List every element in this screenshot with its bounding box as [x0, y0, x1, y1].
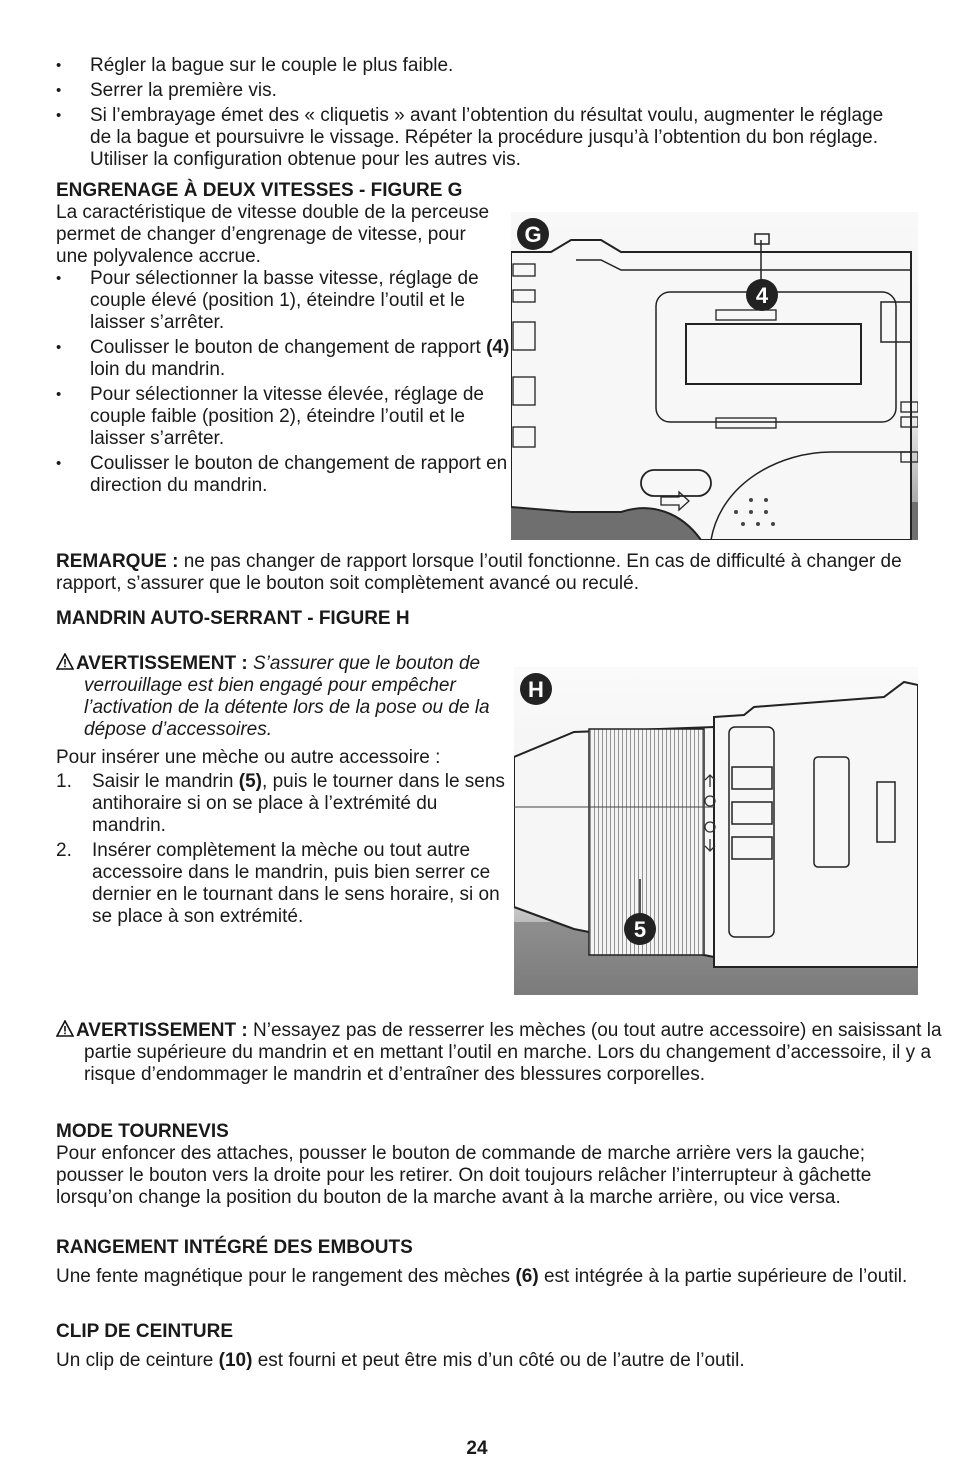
warning-text: N’essayez pas de resserrer les mèches (ou tout autre accessoire) en saisissant la partie supérieure du mandrin et en mettant l’outil en marche. Lors du changement d’accessoire, il y a risque d’endommager le mandrin et d’entraîner des blessures corporelles.	[84, 1020, 942, 1085]
screwdriver-paragraph: Pour enfoncer des attaches, pousser le bouton de commande de marche arrière vers la gauche; pousser le bouton vers la droite pour les retirer. On doit toujours relâcher l’interrupteur à gâchette lorsqu’on change la position du bouton de la marche avant à la marche arrière, ou vice versa.	[56, 1143, 872, 1208]
speed-bullet-list	[56, 268, 511, 497]
note-paragraph	[56, 551, 916, 595]
text: Coulisser le bouton de changement de rapport	[90, 337, 487, 358]
warning-label: AVERTISSEMENT :	[76, 1020, 248, 1041]
figure-label: G	[524, 222, 542, 247]
ref-number: (5)	[238, 771, 263, 792]
warning-text: S’assurer que le bouton de verrouillage est bien engagé pour empêcher l’activation de la détente lors de la pose ou de la dépose d’accessoires.	[84, 653, 490, 740]
warning-icon	[56, 1020, 74, 1037]
warning-paragraph-2	[56, 1020, 944, 1086]
ref-number: (6)	[515, 1266, 539, 1287]
text: Insérer complètement la mèche ou tout autre accessoire dans le mandrin, puis bien serrer ce dernier en le tournant dans le sens horaire, si on se place à son extrémité.	[92, 840, 500, 927]
text: Un clip de ceinture	[56, 1350, 219, 1371]
drill-gear-illustration	[511, 212, 918, 540]
list-item	[56, 337, 511, 381]
list-item	[56, 840, 514, 928]
callout-number: 5	[633, 917, 647, 942]
figure-label: H	[528, 677, 544, 702]
text: est intégrée à la partie supérieure de l’outil.	[538, 1266, 908, 1287]
clip-paragraph	[56, 1350, 916, 1372]
list-item	[56, 771, 514, 837]
section-heading-chuck: MANDRIN AUTO-SERRANT - FIGURE H	[56, 608, 410, 629]
ref-number: (4)	[486, 337, 510, 358]
chuck-illustration	[514, 667, 918, 995]
text: Une fente magnétique pour le rangement des mèches	[56, 1266, 516, 1287]
speed-intro: La caractéristique de vitesse double de la perceuse permet de changer d’engrenage de vitesse, pour une polyvalence accrue.	[56, 202, 490, 267]
warning-paragraph	[56, 653, 540, 741]
storage-paragraph	[56, 1266, 916, 1288]
note-label: REMARQUE :	[56, 551, 179, 572]
step-list	[56, 771, 514, 928]
insert-intro: Pour insérer une mèche ou autre accessoire :	[56, 747, 441, 768]
step-number: 1.	[56, 771, 72, 792]
list-item: • Pour sélectionner la basse vitesse, réglage de couple élevé (position 1), éteindre l’outil et le laisser s’arrêter.	[56, 268, 511, 334]
page-number: 24	[466, 1438, 488, 1459]
list-item: • Coulisser le bouton de changement de rapport en direction du mandrin.	[56, 453, 511, 497]
text: , puis le tourner dans le sens antihoraire si on se place à l’extrémité du mandrin.	[92, 771, 505, 836]
section-heading-clip: CLIP DE CEINTURE	[56, 1321, 234, 1342]
figure-h	[514, 667, 918, 995]
intro-bullet-list	[56, 55, 906, 171]
ref-number: (10)	[218, 1350, 253, 1371]
list-item: • Serrer la première vis.	[56, 80, 906, 102]
note-text: ne pas changer de rapport lorsque l’outil fonctionne. En cas de difficulté à changer de rapport, s’assurer que le bouton soit complètement avancé ou reculé.	[56, 551, 902, 594]
list-item: • Régler la bague sur le couple le plus faible.	[56, 55, 906, 77]
step-number: 2.	[56, 840, 72, 861]
text: Saisir le mandrin	[92, 771, 239, 792]
section-heading-speed: ENGRENAGE À DEUX VITESSES - FIGURE G	[56, 180, 463, 201]
callout-number: 4	[755, 283, 769, 308]
warning-icon	[56, 653, 74, 670]
section-heading-storage: RANGEMENT INTÉGRÉ DES EMBOUTS	[56, 1237, 413, 1258]
warning-label: AVERTISSEMENT :	[76, 653, 248, 674]
text: est fourni et peut être mis d’un côté ou de l’autre de l’outil.	[252, 1350, 745, 1371]
text: loin du mandrin.	[90, 359, 226, 380]
list-item: • Pour sélectionner la vitesse élevée, réglage de couple faible (position 2), éteindre l’outil et le laisser s’arrêter.	[56, 384, 511, 450]
section-heading-screwdriver: MODE TOURNEVIS	[56, 1121, 229, 1142]
list-item: • Si l’embrayage émet des « cliquetis » avant l’obtention du résultat voulu, augmenter le réglage de la bague et poursuivre le vissage. Répéter la procédure jusqu’à l’obtention du bon réglage. Utiliser la configuration obtenue pour les autres vis.	[56, 105, 906, 171]
figure-g	[511, 212, 918, 540]
